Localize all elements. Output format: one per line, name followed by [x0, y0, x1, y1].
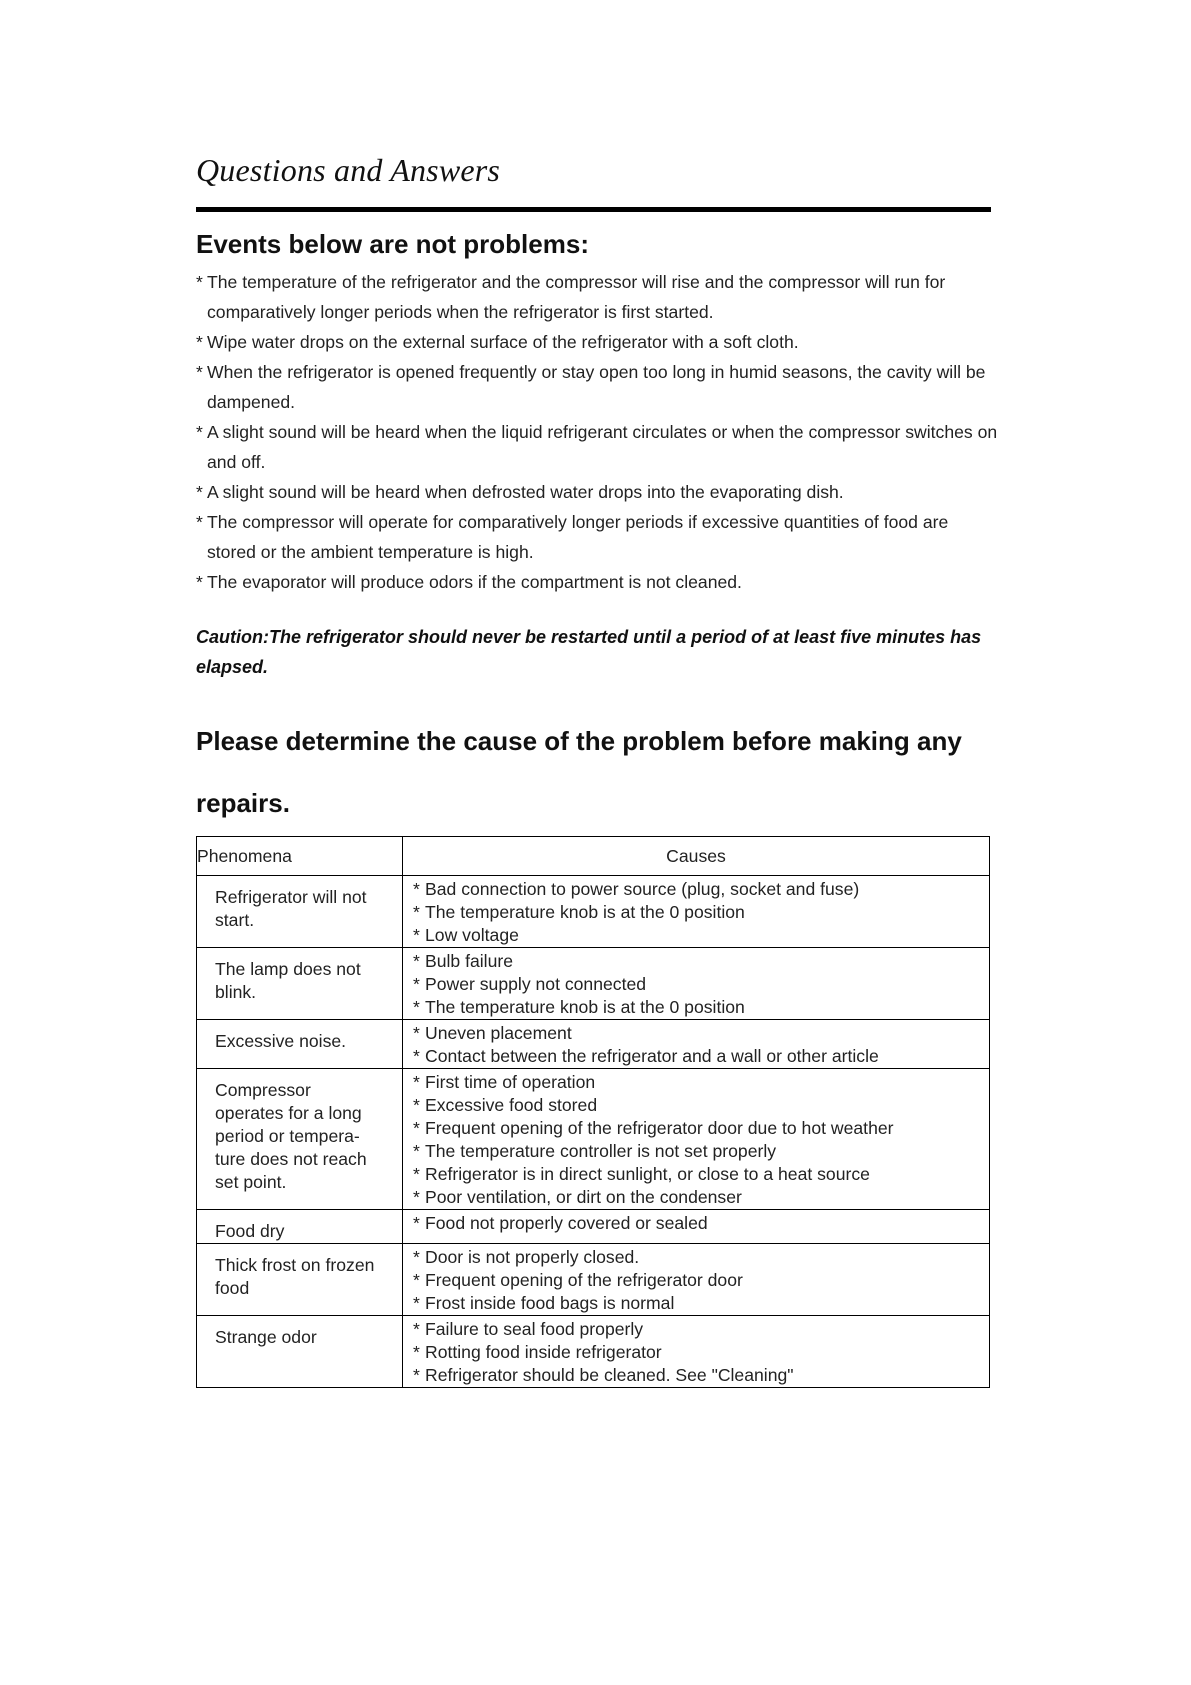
determine-heading: Please determine the cause of the problem before making any repairs. [196, 726, 962, 818]
table-row [197, 876, 990, 948]
cause-text: Refrigerator should be cleaned. See "Cleaning" [425, 1365, 794, 1385]
section-heading: Events below are not problems: [196, 229, 589, 259]
cause-text: Uneven placement [425, 1023, 572, 1043]
cause-text: Failure to seal food properly [425, 1319, 644, 1339]
table-header-row [197, 837, 990, 876]
cause-text: Power supply not connected [425, 974, 647, 994]
table-row [197, 1069, 990, 1210]
cause-item: * Door is not properly closed. [413, 1247, 640, 1267]
note-text: The evaporator will produce odors if the compartment is not cleaned. [207, 572, 742, 592]
caution-note: Caution:The refrigerator should never be restarted until a period of at least five minutes has elapsed. [196, 627, 982, 677]
phenomenon-cell: Refrigerator will not start. [197, 876, 403, 948]
note-item: * The evaporator will produce odors if the compartment is not cleaned. [196, 572, 742, 592]
cause-text: Excessive food stored [425, 1095, 598, 1115]
cause-item: * Excessive food stored [413, 1095, 598, 1115]
troubleshooting-table [196, 836, 990, 1388]
cause-text: Low voltage [425, 925, 519, 945]
cause-text: The temperature knob is at the 0 position [425, 997, 745, 1017]
note-text: A slight sound will be heard when the liquid refrigerant circulates or when the compressor switches on and off. [207, 422, 998, 472]
phenomenon-cell: Compressor operates for a long period or tempera- ture does not reach set point. [197, 1069, 403, 1210]
causes-cell [403, 1210, 990, 1244]
cause-item: * Failure to seal food properly [413, 1319, 644, 1339]
phenomenon-cell: The lamp does not blink. [197, 948, 403, 1020]
cause-text: Frequent opening of the refrigerator door [425, 1270, 743, 1290]
table-row [197, 948, 990, 1020]
cause-text: Bad connection to power source (plug, socket and fuse) [425, 879, 860, 899]
causes-cell [403, 876, 990, 948]
cause-text: Food not properly covered or sealed [425, 1213, 708, 1233]
cause-text: Door is not properly closed. [425, 1247, 640, 1267]
page-title: Questions and Answers [196, 152, 501, 188]
causes-cell [403, 1069, 990, 1210]
table-row [197, 1244, 990, 1316]
note-item: * Wipe water drops on the external surface of the refrigerator with a soft cloth. [196, 332, 799, 352]
note-text: When the refrigerator is opened frequently or stay open too long in humid seasons, the cavity will be dampened. [207, 362, 986, 412]
cause-text: The temperature controller is not set properly [425, 1141, 777, 1161]
cause-item: * Uneven placement [413, 1023, 572, 1043]
cause-text: The temperature knob is at the 0 position [425, 902, 745, 922]
column-header-phenomena: Phenomena [197, 837, 403, 876]
title-divider [196, 207, 991, 212]
notes-list [196, 267, 998, 597]
note-text: The compressor will operate for comparatively longer periods if excessive quantities of food are stored or the ambient temperature is high. [207, 512, 949, 562]
cause-item: * Poor ventilation, or dirt on the condenser [413, 1187, 742, 1207]
note-text: Wipe water drops on the external surface of the refrigerator with a soft cloth. [207, 332, 799, 352]
note-item: * The temperature of the refrigerator and the compressor will rise and the compressor will run for comparatively longer periods when the refrigerator is first started. [196, 272, 946, 322]
cause-text: Contact between the refrigerator and a wall or other article [425, 1046, 879, 1066]
phenomenon-cell: Thick frost on frozen food [197, 1244, 403, 1316]
phenomenon-cell: Strange odor [197, 1316, 403, 1388]
cause-text: Frequent opening of the refrigerator door due to hot weather [425, 1118, 894, 1138]
phenomenon-cell: Food dry [197, 1210, 403, 1244]
cause-text: Frost inside food bags is normal [425, 1293, 675, 1313]
cause-item: * Bad connection to power source (plug, socket and fuse) [413, 879, 860, 899]
cause-item: * Bulb failure [413, 951, 514, 971]
column-header-causes: Causes [403, 837, 990, 876]
cause-item: * Frequent opening of the refrigerator door due to hot weather [413, 1118, 894, 1138]
cause-item: * The temperature controller is not set properly [413, 1141, 777, 1161]
cause-text: Refrigerator is in direct sunlight, or close to a heat source [425, 1164, 870, 1184]
cause-item: * Frost inside food bags is normal [413, 1293, 675, 1313]
cause-item: * Low voltage [413, 925, 519, 945]
note-item: * A slight sound will be heard when defrosted water drops into the evaporating dish. [196, 482, 844, 502]
causes-cell [403, 948, 990, 1020]
cause-text: Bulb failure [425, 951, 514, 971]
cause-item: * Refrigerator should be cleaned. See "Cleaning" [413, 1365, 794, 1385]
note-item: * A slight sound will be heard when the liquid refrigerant circulates or when the compressor switches on and off. [196, 422, 998, 472]
cause-item: * Food not properly covered or sealed [413, 1213, 708, 1233]
note-text: The temperature of the refrigerator and the compressor will rise and the compressor will run for comparatively longer periods when the refrigerator is first started. [207, 272, 946, 322]
cause-item: * First time of operation [413, 1072, 596, 1092]
causes-cell [403, 1244, 990, 1316]
table-row [197, 1210, 990, 1244]
cause-text: First time of operation [425, 1072, 596, 1092]
causes-cell [403, 1316, 990, 1388]
cause-item: * Refrigerator is in direct sunlight, or close to a heat source [413, 1164, 870, 1184]
table-row [197, 1020, 990, 1069]
note-item: * When the refrigerator is opened frequently or stay open too long in humid seasons, the cavity will be dampened. [196, 362, 986, 412]
note-item: * The compressor will operate for comparatively longer periods if excessive quantities of food are stored or the ambient temperature is high. [196, 512, 949, 562]
cause-text: Rotting food inside refrigerator [425, 1342, 662, 1362]
note-text: A slight sound will be heard when defrosted water drops into the evaporating dish. [207, 482, 844, 502]
cause-item: * Rotting food inside refrigerator [413, 1342, 662, 1362]
table-body [197, 876, 990, 1388]
cause-item: * Frequent opening of the refrigerator door [413, 1270, 743, 1290]
cause-item: * Contact between the refrigerator and a wall or other article [413, 1046, 879, 1066]
cause-item: * Power supply not connected [413, 974, 647, 994]
cause-item: * The temperature knob is at the 0 position [413, 902, 745, 922]
cause-item: * The temperature knob is at the 0 position [413, 997, 745, 1017]
phenomenon-cell: Excessive noise. [197, 1020, 403, 1069]
cause-text: Poor ventilation, or dirt on the condenser [425, 1187, 742, 1207]
table-row [197, 1316, 990, 1388]
causes-cell [403, 1020, 990, 1069]
